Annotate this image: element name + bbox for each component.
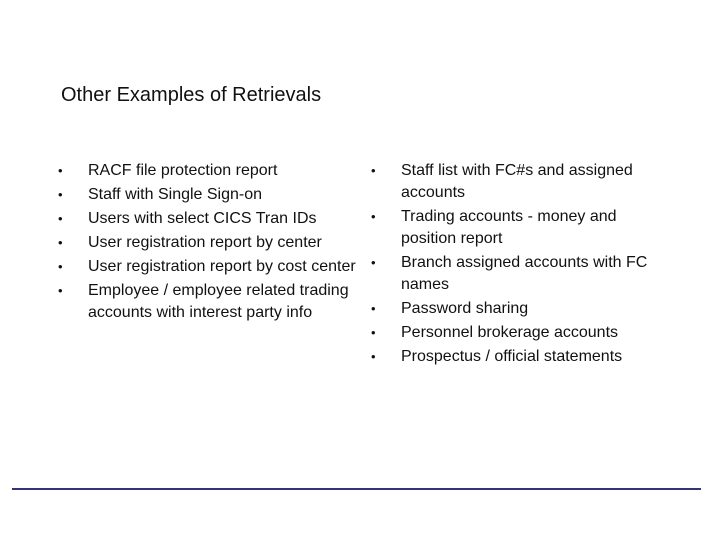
bullet-icon: •	[371, 301, 376, 316]
list-item	[371, 252, 671, 296]
list-item	[58, 208, 358, 230]
list-item	[58, 280, 358, 324]
list-item	[371, 206, 671, 250]
bullet-icon: •	[58, 163, 63, 178]
list-item-text: Prospectus / official statements	[401, 348, 623, 365]
list-item-text: Users with select CICS Tran IDs	[88, 210, 317, 227]
bullet-icon: •	[58, 211, 63, 226]
list-item-text: Trading accounts - money and position report	[401, 208, 617, 247]
list-item	[371, 160, 671, 204]
list-item	[58, 184, 358, 206]
list-item-text: User registration report by center	[88, 234, 322, 251]
bullet-icon: •	[58, 283, 63, 298]
bullet-icon: •	[371, 209, 376, 224]
bullet-icon: •	[371, 163, 376, 178]
slide-title: Other Examples of Retrievals	[61, 84, 322, 106]
list-item	[371, 298, 671, 320]
list-item-text: Staff with Single Sign-on	[88, 186, 263, 203]
list-item-text: Branch assigned accounts with FC names	[401, 254, 648, 293]
bullet-list-left	[58, 160, 358, 326]
list-item	[371, 322, 671, 344]
list-item-text: RACF file protection report	[88, 162, 278, 179]
list-item	[371, 346, 671, 368]
bullet-icon: •	[371, 255, 376, 270]
list-item-text: Staff list with FC#s and assigned accounts	[401, 162, 633, 201]
list-item-text: Employee / employee related trading accounts with interest party info	[88, 282, 349, 321]
list-item-text: Password sharing	[401, 300, 529, 317]
bullet-list-right	[371, 160, 671, 370]
list-item-text: User registration report by cost center	[88, 258, 356, 275]
list-item-text: Personnel brokerage accounts	[401, 324, 619, 341]
list-item	[58, 160, 358, 182]
bullet-icon: •	[58, 259, 63, 274]
bullet-icon: •	[58, 187, 63, 202]
bullet-icon: •	[371, 349, 376, 364]
bullet-icon: •	[58, 235, 63, 250]
list-item	[58, 232, 358, 254]
footer-divider	[12, 488, 701, 490]
list-item	[58, 256, 358, 278]
bullet-icon: •	[371, 325, 376, 340]
